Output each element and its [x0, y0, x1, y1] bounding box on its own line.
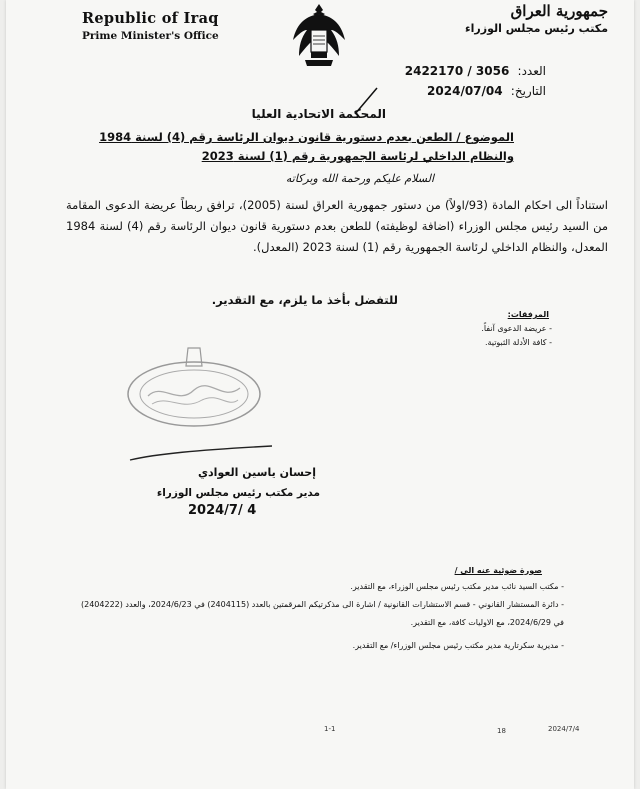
closing: للتفضل بأخذ ما يلزم، مع التقدير. — [211, 293, 398, 307]
copy-item: - مكتب السيد نائب مدير مكتب رئيس مجلس الوزراء، مع التقدير. — [350, 582, 564, 591]
attachment-item: - عريضة الدعوى آنفاً. — [481, 324, 552, 333]
date-label: التاريخ: — [510, 84, 546, 98]
subject-line-2: والنظام الداخلي لرئاسة الجمهورية رقم (1) لسنة 2023 — [201, 149, 514, 163]
date-row — [427, 84, 546, 98]
recipient: المحكمة الاتحادية العليا — [251, 107, 386, 121]
letter-page — [6, 0, 634, 789]
signature-mark — [126, 440, 276, 464]
attachments-title: المرفقات: — [507, 310, 549, 319]
copy-item: في 2024/6/29، مع الاوليات كافة، مع التقدير. — [410, 618, 564, 627]
copies-title: صورة ضوئية عنه الى / — [454, 566, 542, 575]
header-country-en: Republic of Iraq — [82, 10, 219, 27]
signatory-title: مدير مكتب رئيس مجلس الوزراء — [156, 487, 320, 499]
official-stamp-seal — [122, 346, 266, 430]
header-country-ar: جمهورية العراق — [510, 2, 608, 20]
recipient-slash-mark — [351, 86, 381, 116]
footer-date: 2024/7/4 — [548, 725, 580, 733]
subject — [94, 128, 514, 166]
iraq-eagle-emblem-icon — [289, 0, 349, 72]
signatory-name: إحسان ياسين العوادي — [197, 466, 316, 479]
signature-date: 2024/7/ 4 — [188, 503, 257, 518]
attachment-item: - كافة الأدلة الثبوتية. — [484, 338, 552, 347]
copy-item: - مديرية سكرتارية مدير مكتب رئيس مجلس الوزراء/ مع التقدير. — [352, 641, 564, 650]
letter-body: استناداً الى احكام المادة (93/اولاً) من دستور جمهورية العراق لسنة (2005)، ترافق ربطاً عريضة الدعوى المقامة من السيد رئيس مجلس الوزراء (اضافة لوظيفته) للطعن بعدم دستورية قانون ديوان الرئاسة رقم (4) لسنة 1984 المعدل، والنظام الداخلي لرئاسة الجمهورية رقم (1) لسنة 2023 (المعدل). — [66, 198, 608, 254]
date-value: 2024/07/04 — [427, 84, 503, 98]
footer-page: 18 — [497, 727, 506, 735]
reference-label: العدد: — [517, 64, 546, 78]
copy-item: - دائرة المستشار القانوني - قسم الاستشارات القانونية / اشارة الى مذكرتيكم المرقمتين بالعدد (2404115) في 2024/6/23، والعدد (2404222) — [81, 600, 564, 609]
header-office-ar: مكتب رئيس مجلس الوزراء — [465, 22, 608, 35]
reference-number: 2422170 / 3056 — [404, 64, 510, 78]
subject-line-1: الموضوع / الطعن بعدم دستورية قانون ديوان الرئاسة رقم (4) لسنة 1984 — [99, 130, 514, 144]
footer-code: 1-1 — [324, 725, 336, 733]
header-office-en: Prime Minister's Office — [82, 30, 219, 42]
reference-number-row — [405, 64, 546, 78]
greeting: السلام عليكم ورحمة الله وبركاته — [285, 172, 434, 185]
